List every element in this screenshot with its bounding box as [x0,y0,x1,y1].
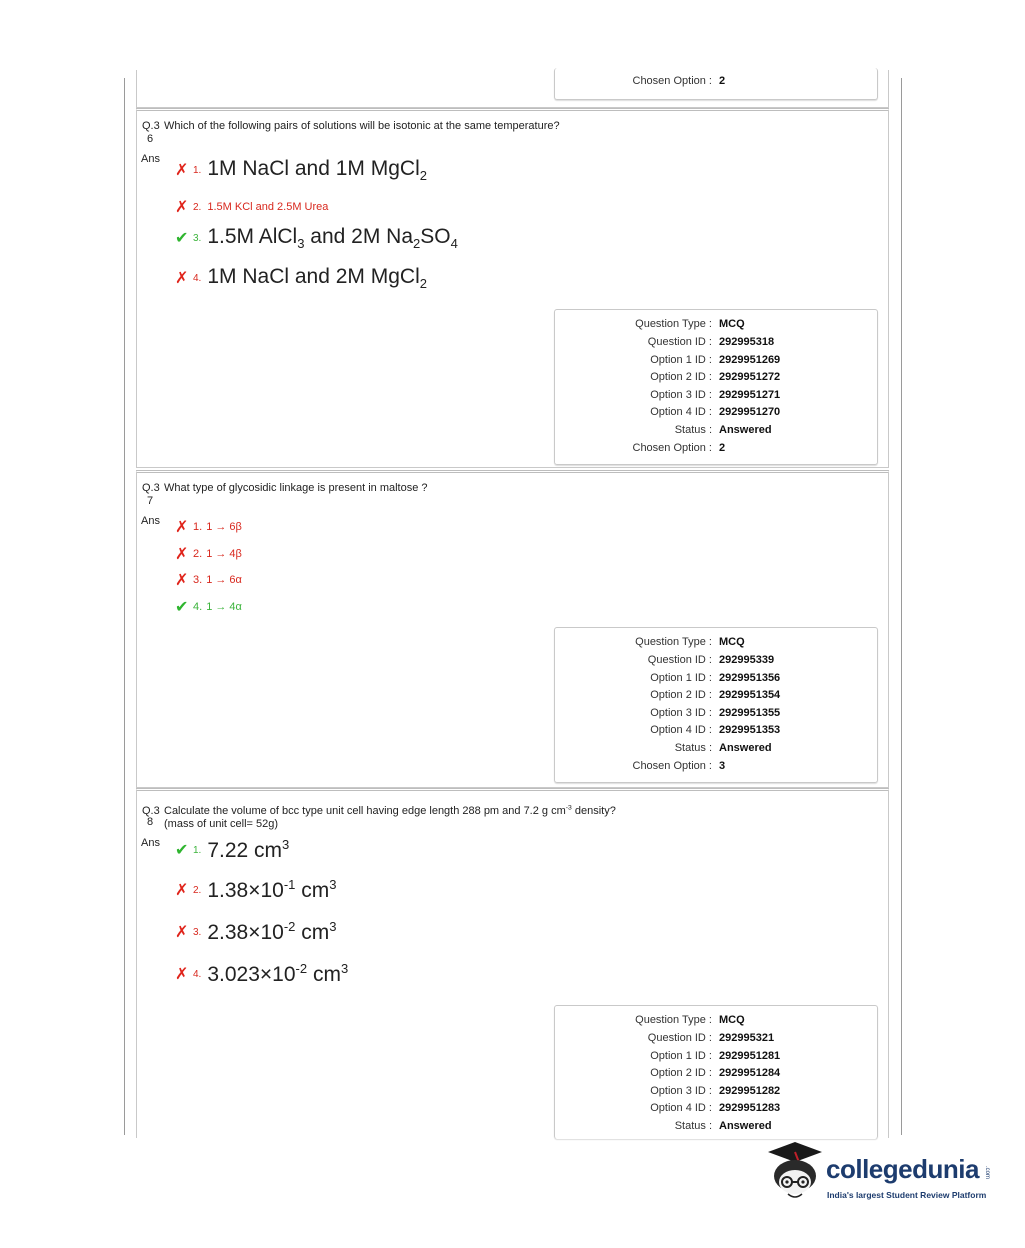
option-number: 1. [193,521,203,533]
previous-question-block [136,70,889,108]
question-text: Which of the following pairs of solutions will be isotonic at the same temperature? [164,120,560,132]
option-4 [175,597,242,617]
option-3 [175,570,242,590]
option-text: $2.38\times 10^{-2}$ $cm^3$ [207,919,337,944]
option-text: 1M NaCl and 2M MgCl$_2$ [207,265,427,292]
question-info-panel: Question Type : MCQ Question ID : 292995339 Option 1 ID : 2929951356 Option 2 ID : 2929951354 Option 3 ID : 2929951355 Option 4 ID : 2929951353 Status : Answered Chosen Option : 3 [554,627,878,783]
logo-tagline: India's largest Student Review Platform [827,1190,987,1200]
cross-icon: ✗ [175,199,189,216]
option-text: 1M NaCl and 1M MgCl$_2$ [207,157,427,184]
option-number: 4. [193,968,202,980]
question-header [142,801,616,818]
cross-icon: ✗ [175,924,189,941]
previous-info-panel [554,68,878,100]
cross-icon: ✗ [175,546,189,563]
cross-icon: ✗ [175,966,189,983]
page-border-right [901,78,902,1135]
option-1 [175,517,242,537]
option-number: 4. [193,601,203,613]
mascot-icon [766,1140,824,1206]
option-text: 1.5M KCl and 2.5M Urea [207,201,329,213]
chosen-option-value: 2 [719,75,726,87]
page-border-left [124,78,125,1135]
logo-brand: collegedunia [826,1154,979,1184]
option-1 [175,837,289,863]
question-label: Q.3 [142,120,160,132]
question-number: 7 [147,495,154,507]
cross-icon: ✗ [175,162,189,180]
collegedunia-logo [766,1140,996,1210]
option-text: 1 → 6α [206,574,242,586]
question-info-panel: Question Type : MCQ Question ID : 292995318 Option 1 ID : 2929951269 Option 2 ID : 2929951272 Option 3 ID : 2929951271 Option 4 ID : 2929951270 Status : Answered Chosen Option : 2 [554,309,878,465]
option-number: 3. [193,574,203,586]
option-text: $1.38\times 10^{-1}$ $cm^3$ [207,877,337,902]
option-text: $3.023\times 10^{-2}$ $cm^3$ [207,961,349,986]
option-number: 1. [193,844,202,856]
question-number: 6 [147,133,154,145]
option-number: 1. [193,164,202,176]
cross-icon: ✗ [175,519,189,536]
option-number: 3. [193,232,202,244]
question-header [142,119,560,133]
check-icon: ✔ [175,599,189,616]
cross-icon: ✗ [175,270,189,288]
option-text: 1 → 4β [206,548,242,560]
option-text: 1.5M AlCl$_3$ and 2M $Na_2SO_4$ [207,225,458,252]
question-header [142,481,428,495]
question-label: Q.3 [142,482,160,494]
ans-label: Ans [141,153,160,165]
question-label: Q.3 [142,804,160,817]
question-text-line2: (mass of unit cell= 52g) [164,818,279,830]
logo-suffix: .com [984,1166,990,1180]
option-number: 2. [193,201,202,213]
option-4 [175,961,348,987]
option-number: 2. [193,548,203,560]
question-info-panel: Question Type : MCQ Question ID : 292995321 Option 1 ID : 2929951281 Option 2 ID : 2929951284 Option 3 ID : 2929951282 Option 4 ID : 2929951283 Status : Answered [554,1005,878,1139]
option-3 [175,919,337,945]
option-2 [175,877,337,903]
question-text: Calculate the volume of bcc type unit cell having edge length 288 pm and 7.2 g $cm^{-3}$ density? [164,804,616,817]
check-icon: ✔ [175,842,189,859]
option-3 [175,225,458,251]
question-block-7 [136,470,889,788]
option-text: 7.22 $cm^3$ [207,837,290,862]
cross-icon: ✗ [175,572,189,589]
option-number: 2. [193,884,202,896]
option-2 [175,544,242,564]
ans-label: Ans [141,515,160,527]
option-number: 3. [193,926,202,938]
question-block-6 [136,108,889,468]
ans-label: Ans [141,837,160,849]
question-text: What type of glycosidic linkage is present in maltose ? [164,482,428,494]
option-2 [175,197,328,217]
question-block-8 [136,788,889,1138]
check-icon: ✔ [175,230,189,248]
option-4 [175,265,427,291]
question-number: 8 [147,816,154,828]
cross-icon: ✗ [175,882,189,899]
option-number: 4. [193,272,202,284]
option-text: 1 → 6β [206,521,242,533]
option-1 [175,157,427,183]
chosen-option-label: Chosen Option : [632,75,712,87]
option-text: 1 → 4α [206,601,242,613]
